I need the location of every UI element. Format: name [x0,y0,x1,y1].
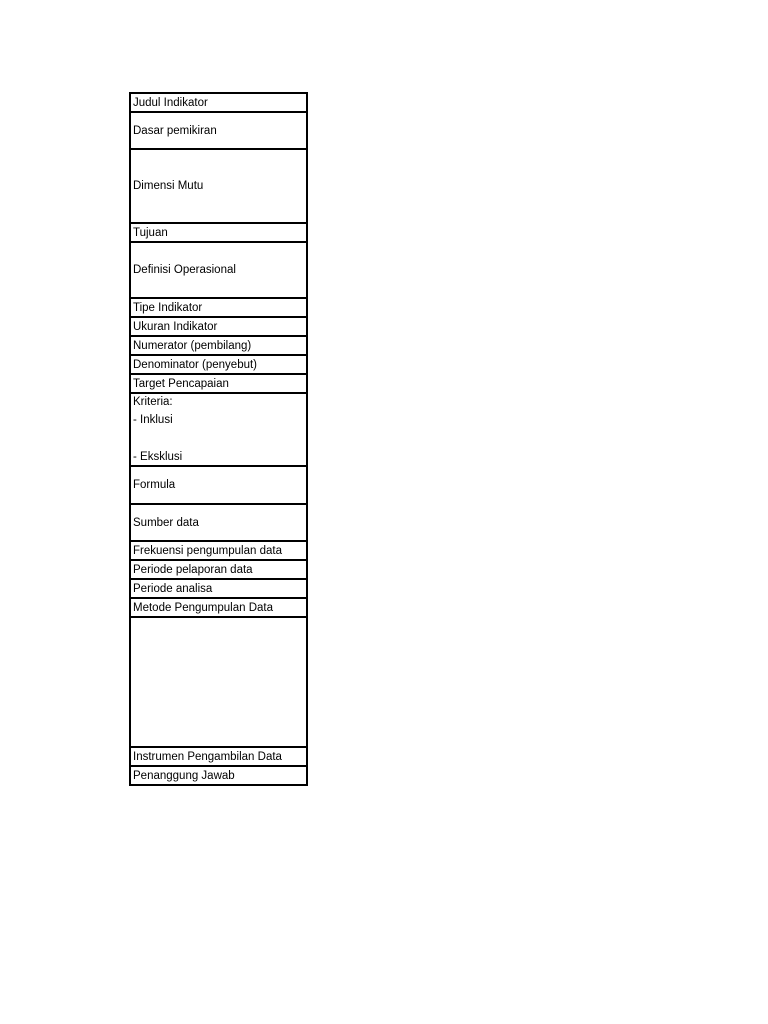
row-label: Ukuran Indikator [133,320,218,333]
indicator-profile-table [129,92,308,786]
table-row [131,578,306,597]
criteria-label: Kriteria: [133,396,173,408]
row-label: Instrumen Pengambilan Data [133,750,282,763]
row-label: Numerator (pembilang) [133,339,252,352]
row-label: Target Pencapaian [133,377,229,390]
table-row [131,335,306,354]
table-row [131,148,306,222]
row-label: Metode Pengumpulan Data [133,601,274,614]
row-label: Tujuan [133,226,168,239]
table-row [131,316,306,335]
table-row [131,373,306,392]
row-label: Periode analisa [133,582,213,595]
row-label: Formula [133,479,176,491]
row-label: Penanggung Jawab [133,769,235,782]
row-label: Judul Indikator [133,96,208,109]
criteria-inclusion: - Inklusi [133,414,173,426]
table-row [131,111,306,148]
row-label: Frekuensi pengumpulan data [133,544,282,557]
table-row [131,559,306,578]
table-row [131,597,306,616]
table-row-blank [131,616,306,746]
row-label: Dasar pemikiran [133,124,217,137]
row-label: Denominator (penyebut) [133,358,258,371]
table-row [131,540,306,559]
table-row-criteria [131,392,306,465]
table-row [131,222,306,241]
row-label: Tipe Indikator [133,301,203,314]
table-row [131,92,306,111]
table-row [131,503,306,540]
row-label: Periode pelaporan data [133,563,253,576]
table-row [131,241,306,297]
table-row [131,765,306,784]
table-row [131,354,306,373]
row-label: Definisi Operasional [133,264,236,276]
row-label: Dimensi Mutu [133,180,204,192]
table-row [131,297,306,316]
row-label: Sumber data [133,516,199,529]
criteria-exclusion: - Eksklusi [133,451,183,463]
table-row [131,746,306,765]
table-row [131,465,306,503]
